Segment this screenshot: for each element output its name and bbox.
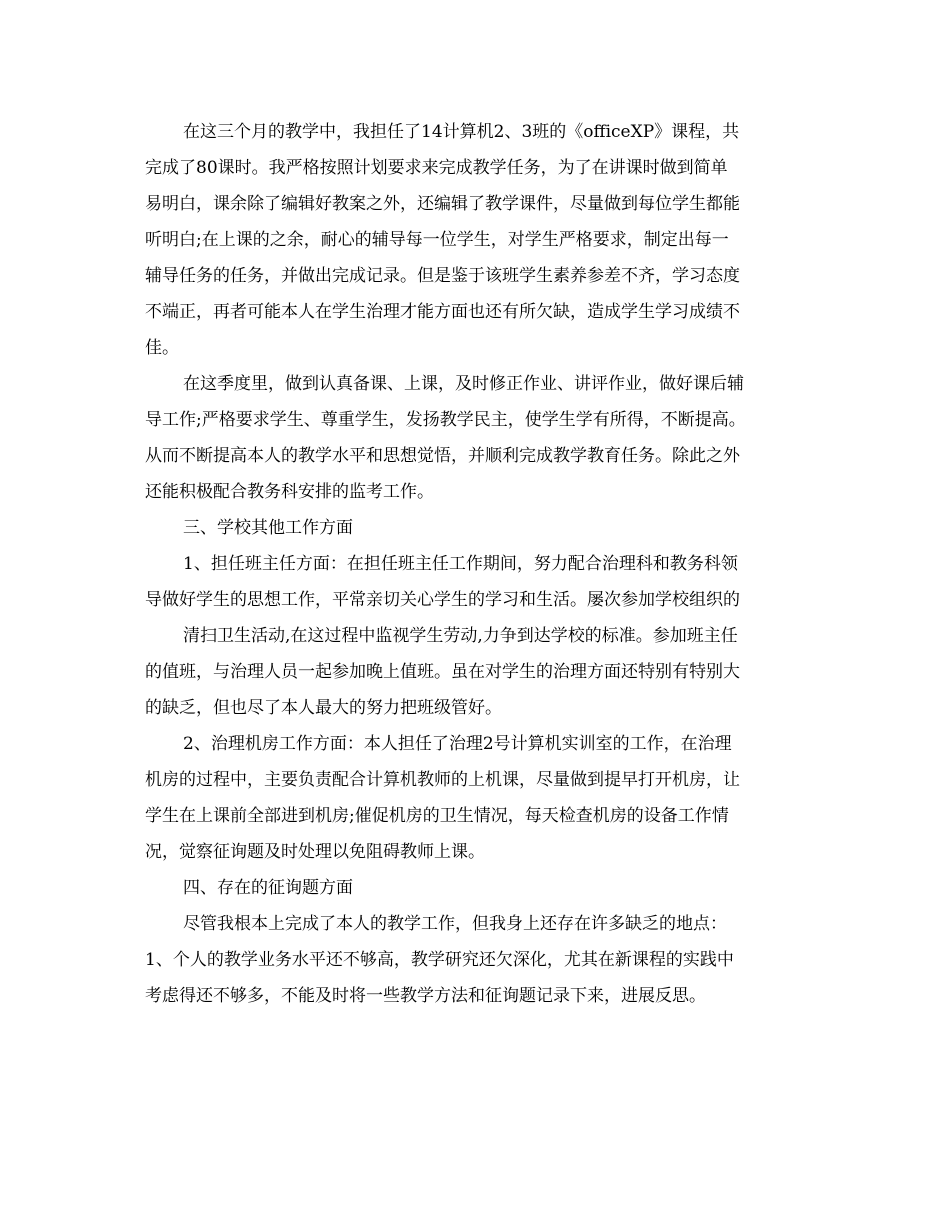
text-line: 易明白，课余除了编辑好教案之外，还编辑了教学课件，尽量做到每位学生都能 [145,194,740,214]
text-line: 1、担任班主任方面：在担任班主任工作期间，努力配合治理科和教务科领 [183,554,738,574]
text-line: 学生在上课前全部进到机房;催促机房的卫生情况，每天检查机房的设备工作情 [145,806,729,826]
text-line: 听明白;在上课的之余，耐心的辅导每一位学生，对学生严格要求，制定出每一 [145,230,729,250]
text-line: 考虑得还不够多，不能及时将一些教学方法和征询题记录下来，进展反思。 [145,986,706,1006]
text-line: 的缺乏，但也尽了本人最大的努力把班级管好。 [145,698,502,718]
text-line: 机房的过程中，主要负责配合计算机教师的上机课，尽量做到提早打开机房，让 [145,770,740,790]
text-line: 在这三个月的教学中，我担任了14计算机2、3班的《officeXP》课程，共 [183,122,740,142]
text-line: 导工作;严格要求学生、尊重学生，发扬教学民主，使学生学有所得，不断提高。 [145,410,746,430]
text-line: 尽管我根本上完成了本人的教学工作，但我身上还存在许多缺乏的地点： [183,914,727,934]
text-line: 1、个人的教学业务水平还不够高，教学研究还欠深化，尤其在新课程的实践中 [145,950,734,970]
text-line: 从而不断提高本人的教学水平和思想觉悟，并顺利完成教学教育任务。除此之外 [145,446,740,466]
text-line: 辅导任务的任务，并做出完成记录。但是鉴于该班学生素养参差不齐，学习态度 [145,266,740,286]
text-line: 况，觉察征询题及时处理以免阻碍教师上课。 [145,842,485,862]
text-line: 佳。 [145,338,179,358]
text-line: 2、治理机房工作方面：本人担任了治理2号计算机实训室的工作，在治理 [183,734,732,754]
section-heading: 四、存在的征询题方面 [183,878,353,898]
text-line: 完成了80课时。我严格按照计划要求来完成教学任务，为了在讲课时做到简单 [145,158,728,178]
text-line: 在这季度里，做到认真备课、上课，及时修正作业、讲评作业，做好课后辅 [183,374,744,394]
text-line: 不端正，再者可能本人在学生治理才能方面也还有所欠缺，造成学生学习成绩不 [145,302,740,322]
text-line: 还能积极配合教务科安排的监考工作。 [145,482,434,502]
text-line: 导做好学生的思想工作，平常亲切关心学生的学习和生活。屡次参加学校组织的 [145,590,740,610]
section-heading: 三、学校其他工作方面 [183,518,353,538]
text-line: 清扫卫生活动,在这过程中监视学生劳动,力争到达学校的标准。参加班主任 [183,626,738,646]
text-line: 的值班，与治理人员一起参加晚上值班。虽在对学生的治理方面还特别有特别大 [145,662,740,682]
